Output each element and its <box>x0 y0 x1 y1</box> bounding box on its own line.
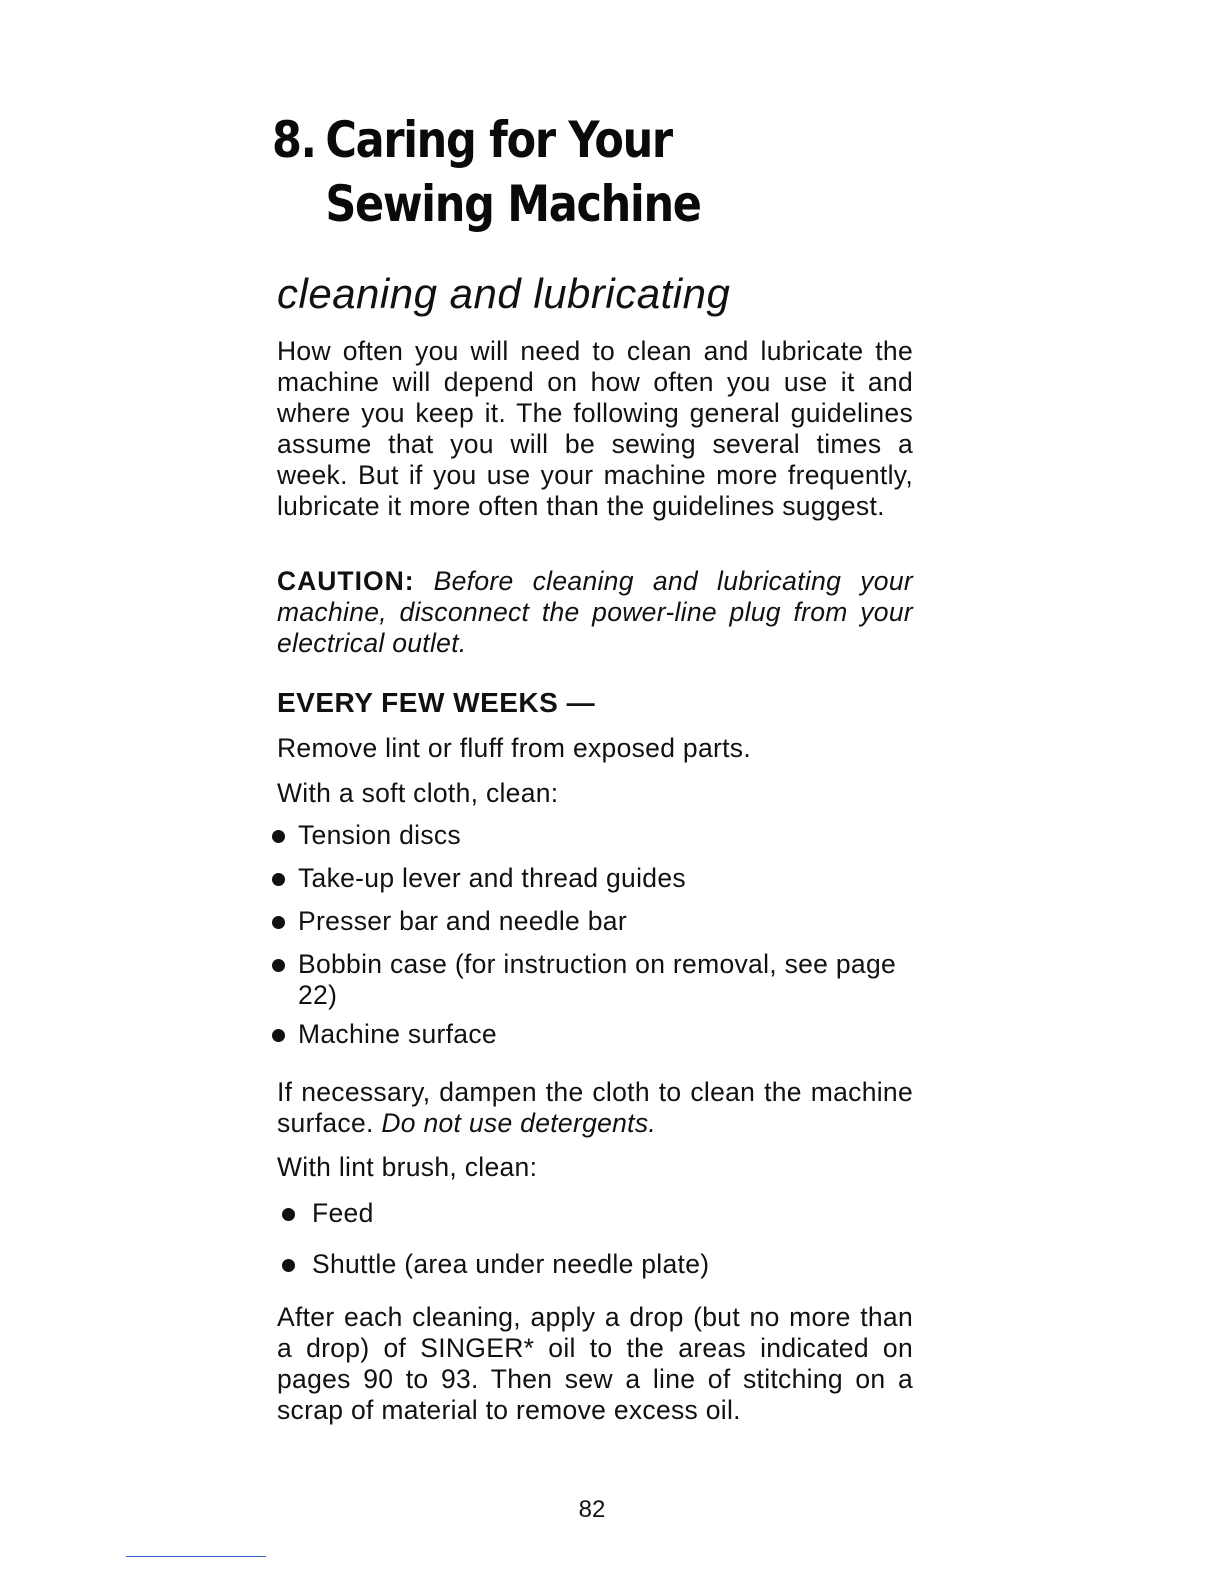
chapter-title <box>272 108 701 236</box>
soft-cloth-intro: With a soft cloth, clean: <box>277 778 559 808</box>
remove-lint-text: Remove lint or fluff from exposed parts. <box>277 733 751 763</box>
list-item: Feed <box>270 1198 920 1229</box>
bullet-icon <box>282 1208 295 1221</box>
page-number: 82 <box>578 1496 606 1523</box>
intro-paragraph: How often you will need to clean and lubricate the machine will depend on how often you use it and where you keep it. The following general guidelines assume that you will be sewing several times a week. But if you use your machine more frequently, lubricate it more often than the guidelines suggest. <box>277 336 913 521</box>
list-item: Tension discs <box>270 820 920 851</box>
dampen-warning: Do not use detergents. <box>381 1108 657 1138</box>
bullet-icon <box>272 830 285 843</box>
bullet-icon <box>272 959 285 972</box>
bullet-icon <box>272 916 285 929</box>
every-few-weeks-heading: EVERY FEW WEEKS — <box>277 687 596 718</box>
bullet-icon <box>272 1029 285 1042</box>
footer-rule <box>126 1556 266 1557</box>
caution-text: Before cleaning and lubricating your machine, disconnect the power-line plug from your electrical outlet. <box>277 566 913 658</box>
caution-paragraph <box>277 566 913 659</box>
section-title: cleaning and lubricating <box>277 270 731 317</box>
lint-brush-list <box>270 1198 920 1300</box>
bullet-icon <box>272 873 285 886</box>
list-item: Presser bar and needle bar <box>270 906 920 937</box>
chapter-title-line1: Caring for Your <box>325 111 672 169</box>
dampen-text: If necessary, dampen the cloth to clean the machine surface. <box>277 1077 913 1138</box>
chapter-title-line2: Sewing Machine <box>325 175 701 233</box>
chapter-number: 8. <box>272 111 316 169</box>
dampen-paragraph <box>277 1077 913 1139</box>
bullet-icon <box>282 1259 295 1272</box>
lint-brush-intro: With lint brush, clean: <box>277 1152 538 1182</box>
list-item: Take-up lever and thread guides <box>270 863 920 894</box>
after-cleaning-paragraph: After each cleaning, apply a drop (but no more than a drop) of SINGER* oil to the areas indicated on pages 90 to 93. Then sew a line of stitching on a scrap of material to remove excess oil. <box>277 1302 913 1425</box>
list-item: Bobbin case (for instruction on removal, see page 22) <box>270 949 920 1011</box>
list-item: Shuttle (area under needle plate) <box>270 1249 920 1280</box>
soft-cloth-list <box>270 820 920 1062</box>
caution-label: CAUTION: <box>277 566 415 596</box>
list-item: Machine surface <box>270 1019 920 1050</box>
